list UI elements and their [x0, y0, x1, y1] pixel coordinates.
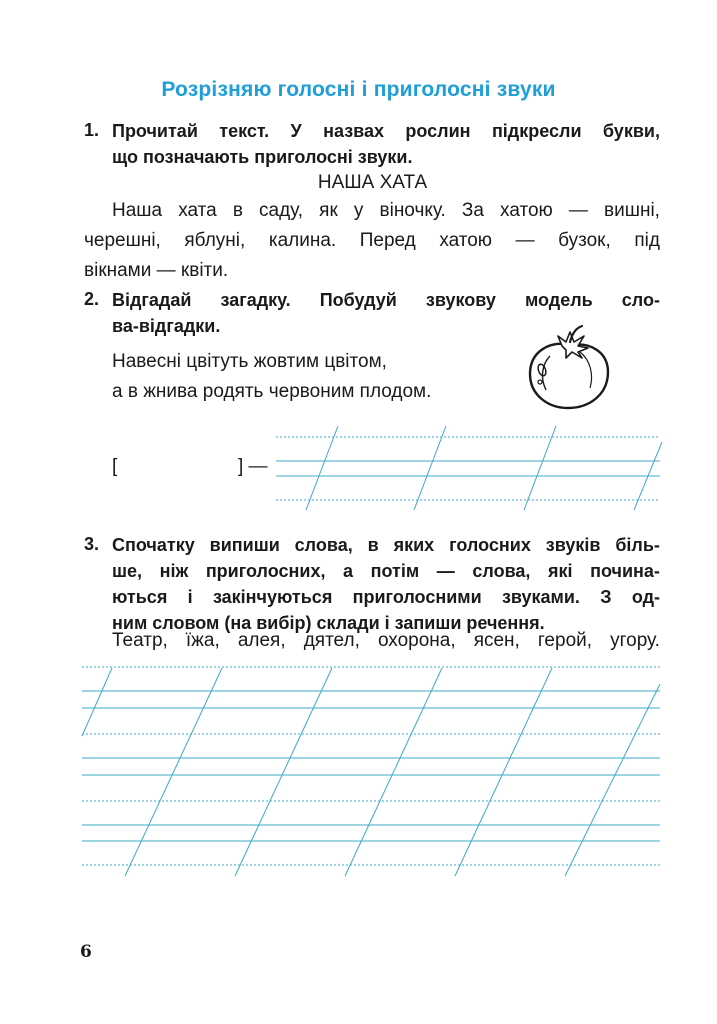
- word: у: [353, 200, 364, 221]
- word: угору.: [610, 630, 660, 651]
- task-3-number: 3.: [84, 534, 100, 554]
- word: букви,: [602, 121, 660, 141]
- word: —: [568, 200, 588, 221]
- word: бузок,: [558, 230, 611, 251]
- word: хатою: [439, 230, 493, 251]
- task-2-instruction-line-2: ва-відгадки.: [112, 316, 221, 336]
- word: текст.: [219, 121, 270, 141]
- word: хатою: [500, 200, 553, 221]
- word: голосних: [449, 535, 531, 555]
- word: хата: [178, 200, 217, 221]
- sound-model-open-bracket: [: [112, 456, 118, 477]
- word: дятел,: [303, 630, 360, 651]
- word: слова,: [294, 535, 353, 555]
- word: саду,: [259, 200, 304, 221]
- word: яблуні,: [184, 230, 246, 251]
- word: які: [547, 561, 573, 581]
- word: звуків: [545, 535, 601, 555]
- word: яких: [393, 535, 435, 555]
- word: од-: [631, 587, 660, 607]
- word: закінчуються: [212, 587, 333, 607]
- page-title: Розрізняю голосні і приголосні звуки: [161, 78, 556, 101]
- word: черешні,: [84, 230, 161, 251]
- word: сло-: [621, 290, 660, 310]
- word: ються: [112, 587, 168, 607]
- word: ясен,: [473, 630, 520, 651]
- word: Перед: [359, 230, 416, 251]
- word: в: [367, 535, 379, 555]
- word: алея,: [237, 630, 286, 651]
- task-1-number: 1.: [84, 120, 100, 140]
- word: випиши: [209, 535, 280, 555]
- word: Театр,: [112, 630, 168, 651]
- word: звуками.: [501, 587, 580, 607]
- riddle-line-1: Навесні цвітуть жовтим цвітом,: [112, 351, 387, 372]
- task-1-text-line-3: вікнами — квіти.: [84, 260, 229, 281]
- riddle-line-2: а в жнива родять червоним плодом.: [112, 381, 432, 402]
- word: герой,: [537, 630, 593, 651]
- task-2-number: 2.: [84, 289, 100, 309]
- word: приголосними: [352, 587, 482, 607]
- word: охорона,: [377, 630, 456, 651]
- word: калина.: [268, 230, 337, 251]
- sound-model-close-bracket: ] —: [238, 456, 268, 477]
- word: загадку.: [220, 290, 291, 310]
- word: З: [600, 587, 612, 607]
- word: назвах: [323, 121, 385, 141]
- task-3-instruction-line-4: ним словом (на вибір) склади і запиши речення.: [112, 613, 545, 633]
- word: підкресли: [491, 121, 582, 141]
- page-number: 6: [80, 942, 92, 962]
- task-1-instruction-line-2: що позначають приголосні звуки.: [112, 147, 413, 167]
- word: Спочатку: [112, 535, 195, 555]
- word: звукову: [425, 290, 496, 310]
- text-title: НАША ХАТА: [317, 172, 428, 193]
- word: рослин: [405, 121, 471, 141]
- word: —: [515, 230, 535, 251]
- word: За: [461, 200, 484, 221]
- word: Наша: [112, 200, 163, 221]
- word: вишні,: [604, 200, 660, 221]
- word: як: [319, 200, 338, 221]
- word: в: [232, 200, 243, 221]
- word: У: [290, 121, 302, 141]
- word: модель: [524, 290, 593, 310]
- word: потім: [370, 561, 420, 581]
- word: а: [343, 561, 354, 581]
- word: почина-: [590, 561, 660, 581]
- word: під: [634, 230, 660, 251]
- word: ніж: [159, 561, 189, 581]
- word: слова,: [472, 561, 531, 581]
- word: приголосних,: [205, 561, 326, 581]
- word: Побудуй: [319, 290, 397, 310]
- word: біль-: [615, 535, 660, 555]
- word: Прочитай: [112, 121, 198, 141]
- word: і: [187, 587, 193, 607]
- word: ше,: [112, 561, 143, 581]
- word: —: [436, 561, 455, 581]
- word: їжа,: [185, 630, 220, 651]
- word: Відгадай: [112, 290, 192, 310]
- word: віночку.: [379, 200, 446, 221]
